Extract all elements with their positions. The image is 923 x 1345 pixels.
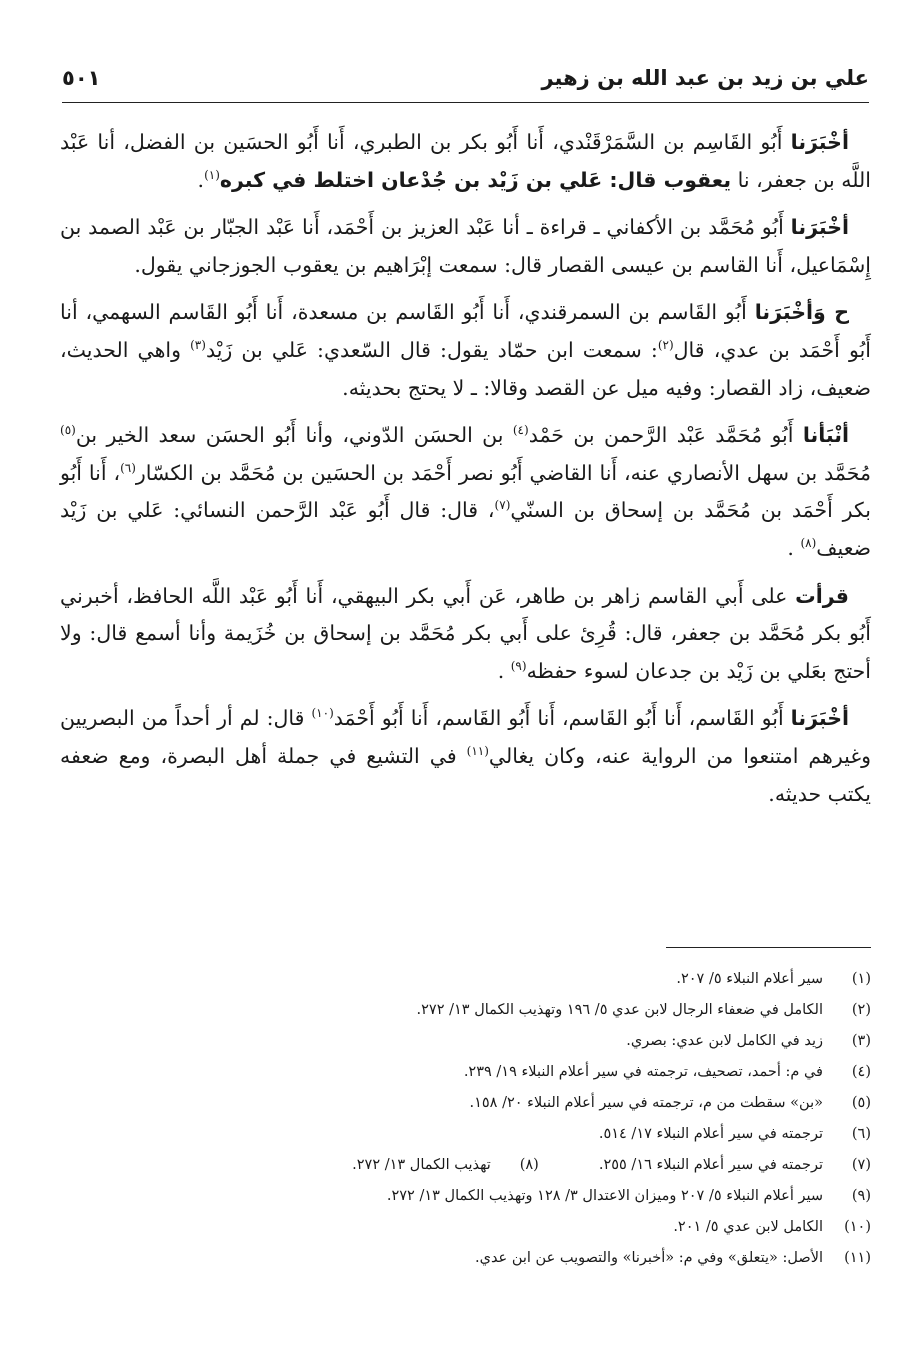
footnotes [60,964,871,1274]
paragraph [60,124,871,199]
footnote-item [60,995,871,1026]
footnote-item [60,1150,871,1181]
footnote-text: «بن» سقطت من م، ترجمته في سير أعلام النبلاء ٢٠/ ١٥٨. [469,1095,823,1111]
paragraph-text: قال: لم أر أحداً من البصريين وغيرهم امتنعوا من الرواية عنه، وكان يغالي [60,706,871,768]
footnote-number: (١٠) [844,1219,871,1235]
footnote-number: (٤) [851,1064,871,1080]
page-header [62,62,869,103]
footnote-number: (٧) [851,1157,871,1173]
paragraph [60,209,871,284]
footnote-text: سير أعلام النبلاء ٥/ ٢٠٧ وميزان الاعتدال ٣/ ١٢٨ وتهذيب الكمال ١٣/ ٢٧٢. [386,1188,823,1204]
paragraph [60,700,871,813]
footnote-item [60,1026,871,1057]
footnote-item [60,1088,871,1119]
footnote-item [60,1212,871,1243]
main-text [60,124,871,823]
paragraph-text: . [787,535,801,560]
footnote-ref[interactable]: (٢) [657,337,674,352]
paragraph-lead: أخْبَرَنا [790,706,849,731]
paragraph-text: أَبُو مُحَمَّد بن الأكفاني ـ قراءة ـ أنا عَبْد العزيز بن أَحْمَد، أَنا عَبْد الجبّار بن عَبْد الصمد بن إِسْمَاعيل، أَنا القاسم بن عيسى القصار قال: سمعت إبْرَاهيم بن يعقوب الجوزجاني يقول. [60,215,871,277]
paragraph-text: ، أَنا أَبُو بكر أَحْمَد بن مُحَمَّد بن إسحاق بن السنّي [60,460,871,523]
paragraph-text: أَبُو القَاسم، أَنا أَبُو القَاسم، أَنا أَبُو القَاسم، أَنا أَبُو أَحْمَد [333,706,784,731]
footnote-ref[interactable]: (١٠) [311,706,334,721]
footnote-ref[interactable]: (٤) [512,423,529,438]
footnote-number: (١) [851,971,871,987]
paragraph-lead: أخْبَرَنا [790,130,849,154]
footnote-number: (٩) [851,1188,871,1204]
footnote-number: (٦) [851,1126,871,1142]
footnote-ref[interactable]: (٦) [120,460,136,475]
paragraph-text: . [497,658,511,683]
paragraph-text: أَبُو مُحَمَّد عَبْد الرَّحمن بن حَمْد [528,423,794,448]
footnote-text: الكامل لابن عدي ٥/ ٢٠١. [673,1219,823,1235]
footnote-text: ترجمته في سير أعلام النبلاء ١٦/ ٢٥٥. [598,1157,823,1173]
paragraph-text: بن الحسَن الدّوني، وأنا أَبُو الحسَن سعد الخير بن [75,423,513,448]
footnote-number: (٥) [851,1095,871,1111]
footnote-ref[interactable]: (٣) [190,337,206,352]
paragraph-lead: ح وَأخْبَرَنا [754,300,849,325]
footnote-number: (٢) [851,1002,871,1018]
paragraph-lead: أخْبَرَنا [790,215,849,240]
footnote-text: الكامل في ضعفاء الرجال لابن عدي ٥/ ١٩٦ وتهذيب الكمال ١٣/ ٢٧٢. [416,1002,823,1018]
paragraph-text: أَبُو القَاسِم بن السَّمَرْقَنْدي، أَنا أَبُو بكر بن الطبري، أَنا أَبُو الحسَين بن الفضل، أنا عَبْد اللَّه بن جعفر، نا [60,130,871,192]
footnote-text: سير أعلام النبلاء ٥/ ٢٠٧. [676,971,823,987]
footnote-ref[interactable]: (١١) [466,743,489,758]
paragraph-text: : سمعت ابن حمّاد يقول: قال السّعدي: عَلي بن زَيْد [205,337,658,362]
paragraph-text: على أَبي القاسم زاهر بن طاهر، عَن أَبي بكر البيهقي، أَنا أَبُو عَبْد اللَّه الحافظ، أخبرني أَبُو بكر مُحَمَّد بن جعفر، قال: قُرِئ على أَبي بكر مُحَمَّد بن إسحاق بن خُزَيمة وأنا أسمع قال: ولا أحتج بعَلي بن زَيْد بن جدعان لسوء حفظه [60,583,871,683]
footnote-ref[interactable]: (٥) [60,423,76,438]
paragraph-lead: قرأت [795,583,849,608]
footnote-ref[interactable]: (٨) [800,535,817,550]
footnote-text: تهذيب الكمال ١٣/ ٢٧٢. [352,1157,491,1173]
page-number: ٥٠١ [62,66,101,90]
footnote-item [60,1119,871,1150]
paragraph-text: ، قال: قال أَبُو عَبْد الرَّحمن النسائي: عَلي بن زَيْد ضعيف [60,498,871,560]
paragraph [60,417,871,567]
paragraph-lead: أنْبَأنا [802,423,849,448]
footnote-text: في م: أحمد، تصحيف، ترجمته في سير أعلام النبلاء ١٩/ ٢٣٩. [463,1064,823,1080]
paragraph-text: واهي الحديث، ضعيف، زاد القصار: وفيه ميل عن القصد وقالا: ـ لا يحتج بحديثه. [60,337,871,400]
footnote-ref[interactable]: (١) [204,167,220,182]
paragraph [60,294,871,407]
paragraph [60,578,871,691]
footnote-item [60,1057,871,1088]
paragraph-text: . [197,167,205,192]
footnote-text: ترجمته في سير أعلام النبلاء ١٧/ ٥١٤. [598,1126,823,1142]
paragraph-text: يعقوب قال: عَلي بن زَيْد بن جُدْعان اختلط في كبره [219,167,732,192]
footnote-ref[interactable]: (٧) [494,498,511,513]
footnote-number: (١١) [844,1250,871,1266]
paragraph-text: في التشيع في جملة أهل البصرة، ومع ضعفه يكتب حديثه. [60,743,871,806]
paragraph-text: أَبُو القَاسم بن السمرقندي، أَنا أَبُو القَاسم بن مسعدة، أَنا أَبُو القَاسم السهمي، أنا أَبُو أَحْمَد بن عدي، قال [60,300,871,362]
footnote-ref[interactable]: (٩) [510,658,527,673]
footnote-text: الأصل: «يتعلق» وفي م: «أخبرنا» والتصويب عن ابن عدي. [474,1250,823,1266]
footnote-item [60,1181,871,1212]
footnote-item [60,964,871,995]
footnote-number: (٨) [519,1157,539,1173]
footnote-divider [666,947,871,948]
paragraph-text: مُحَمَّد بن سهل الأنصاري عنه، أَنا القاضي أَبُو نصر أَحْمَد بن الحسَين بن مُحَمَّد بن الكسّار [135,460,871,485]
footnote-item [60,1243,871,1274]
footnote-number: (٣) [851,1033,871,1049]
running-title: علي بن زيد بن عبد الله بن زهير [541,66,869,90]
footnote-text: زيد في الكامل لابن عدي: بصري. [626,1033,823,1049]
